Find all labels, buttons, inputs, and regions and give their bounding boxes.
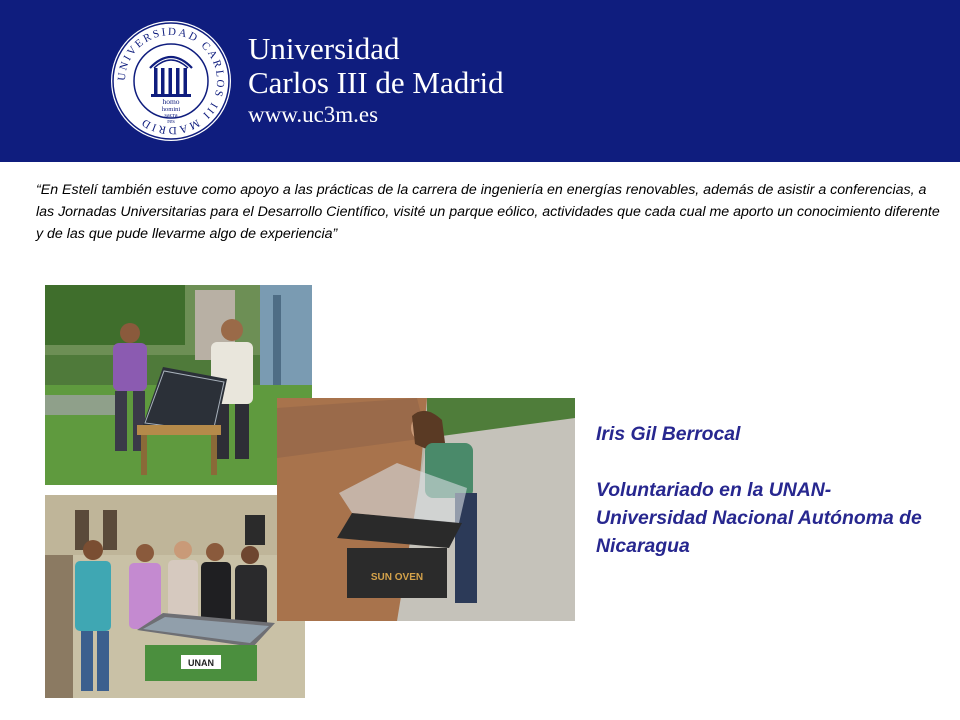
volunteer-info [596,420,936,560]
svg-text:sacra: sacra [164,112,178,119]
university-name-line1: Universidad [248,31,400,66]
svg-text:SUN OVEN: SUN OVEN [370,572,424,583]
university-seal-logo [110,20,232,142]
svg-text:UNIVERSIDAD CARLOS III MADRID: UNIVERSIDAD CARLOS III MADRID [115,25,227,137]
photo-solar-panel-outdoors [45,285,312,485]
svg-text:homo: homo [162,97,180,106]
university-url[interactable]: www.uc3m.es [248,102,379,127]
testimonial-quote: “En Estelí también estuve como apoyo a las prácticas de la carrera de ingeniería en energías renovables, además de asistir a conferencias, a las Jornadas Universitarias para el Desarrollo Científico, visité un parque eólico, actividades que cada cual me aporto un conocimiento diferente y de las que pude llevarme algo de experiencia” [36,182,940,242]
svg-text:res: res [167,118,175,125]
photo-group-solar-box [45,495,305,698]
svg-text:UNAN: UNAN [188,658,214,668]
volunteer-name: Iris Gil Berrocal [596,423,741,445]
photo-sun-oven [277,398,575,621]
svg-text:homini: homini [161,106,181,113]
university-name-line2: Carlos III de Madrid [248,65,504,100]
header-banner [0,0,960,162]
volunteer-program: Voluntariado en la UNAN-Universidad Nacional Autónoma de Nicaragua [596,479,922,557]
